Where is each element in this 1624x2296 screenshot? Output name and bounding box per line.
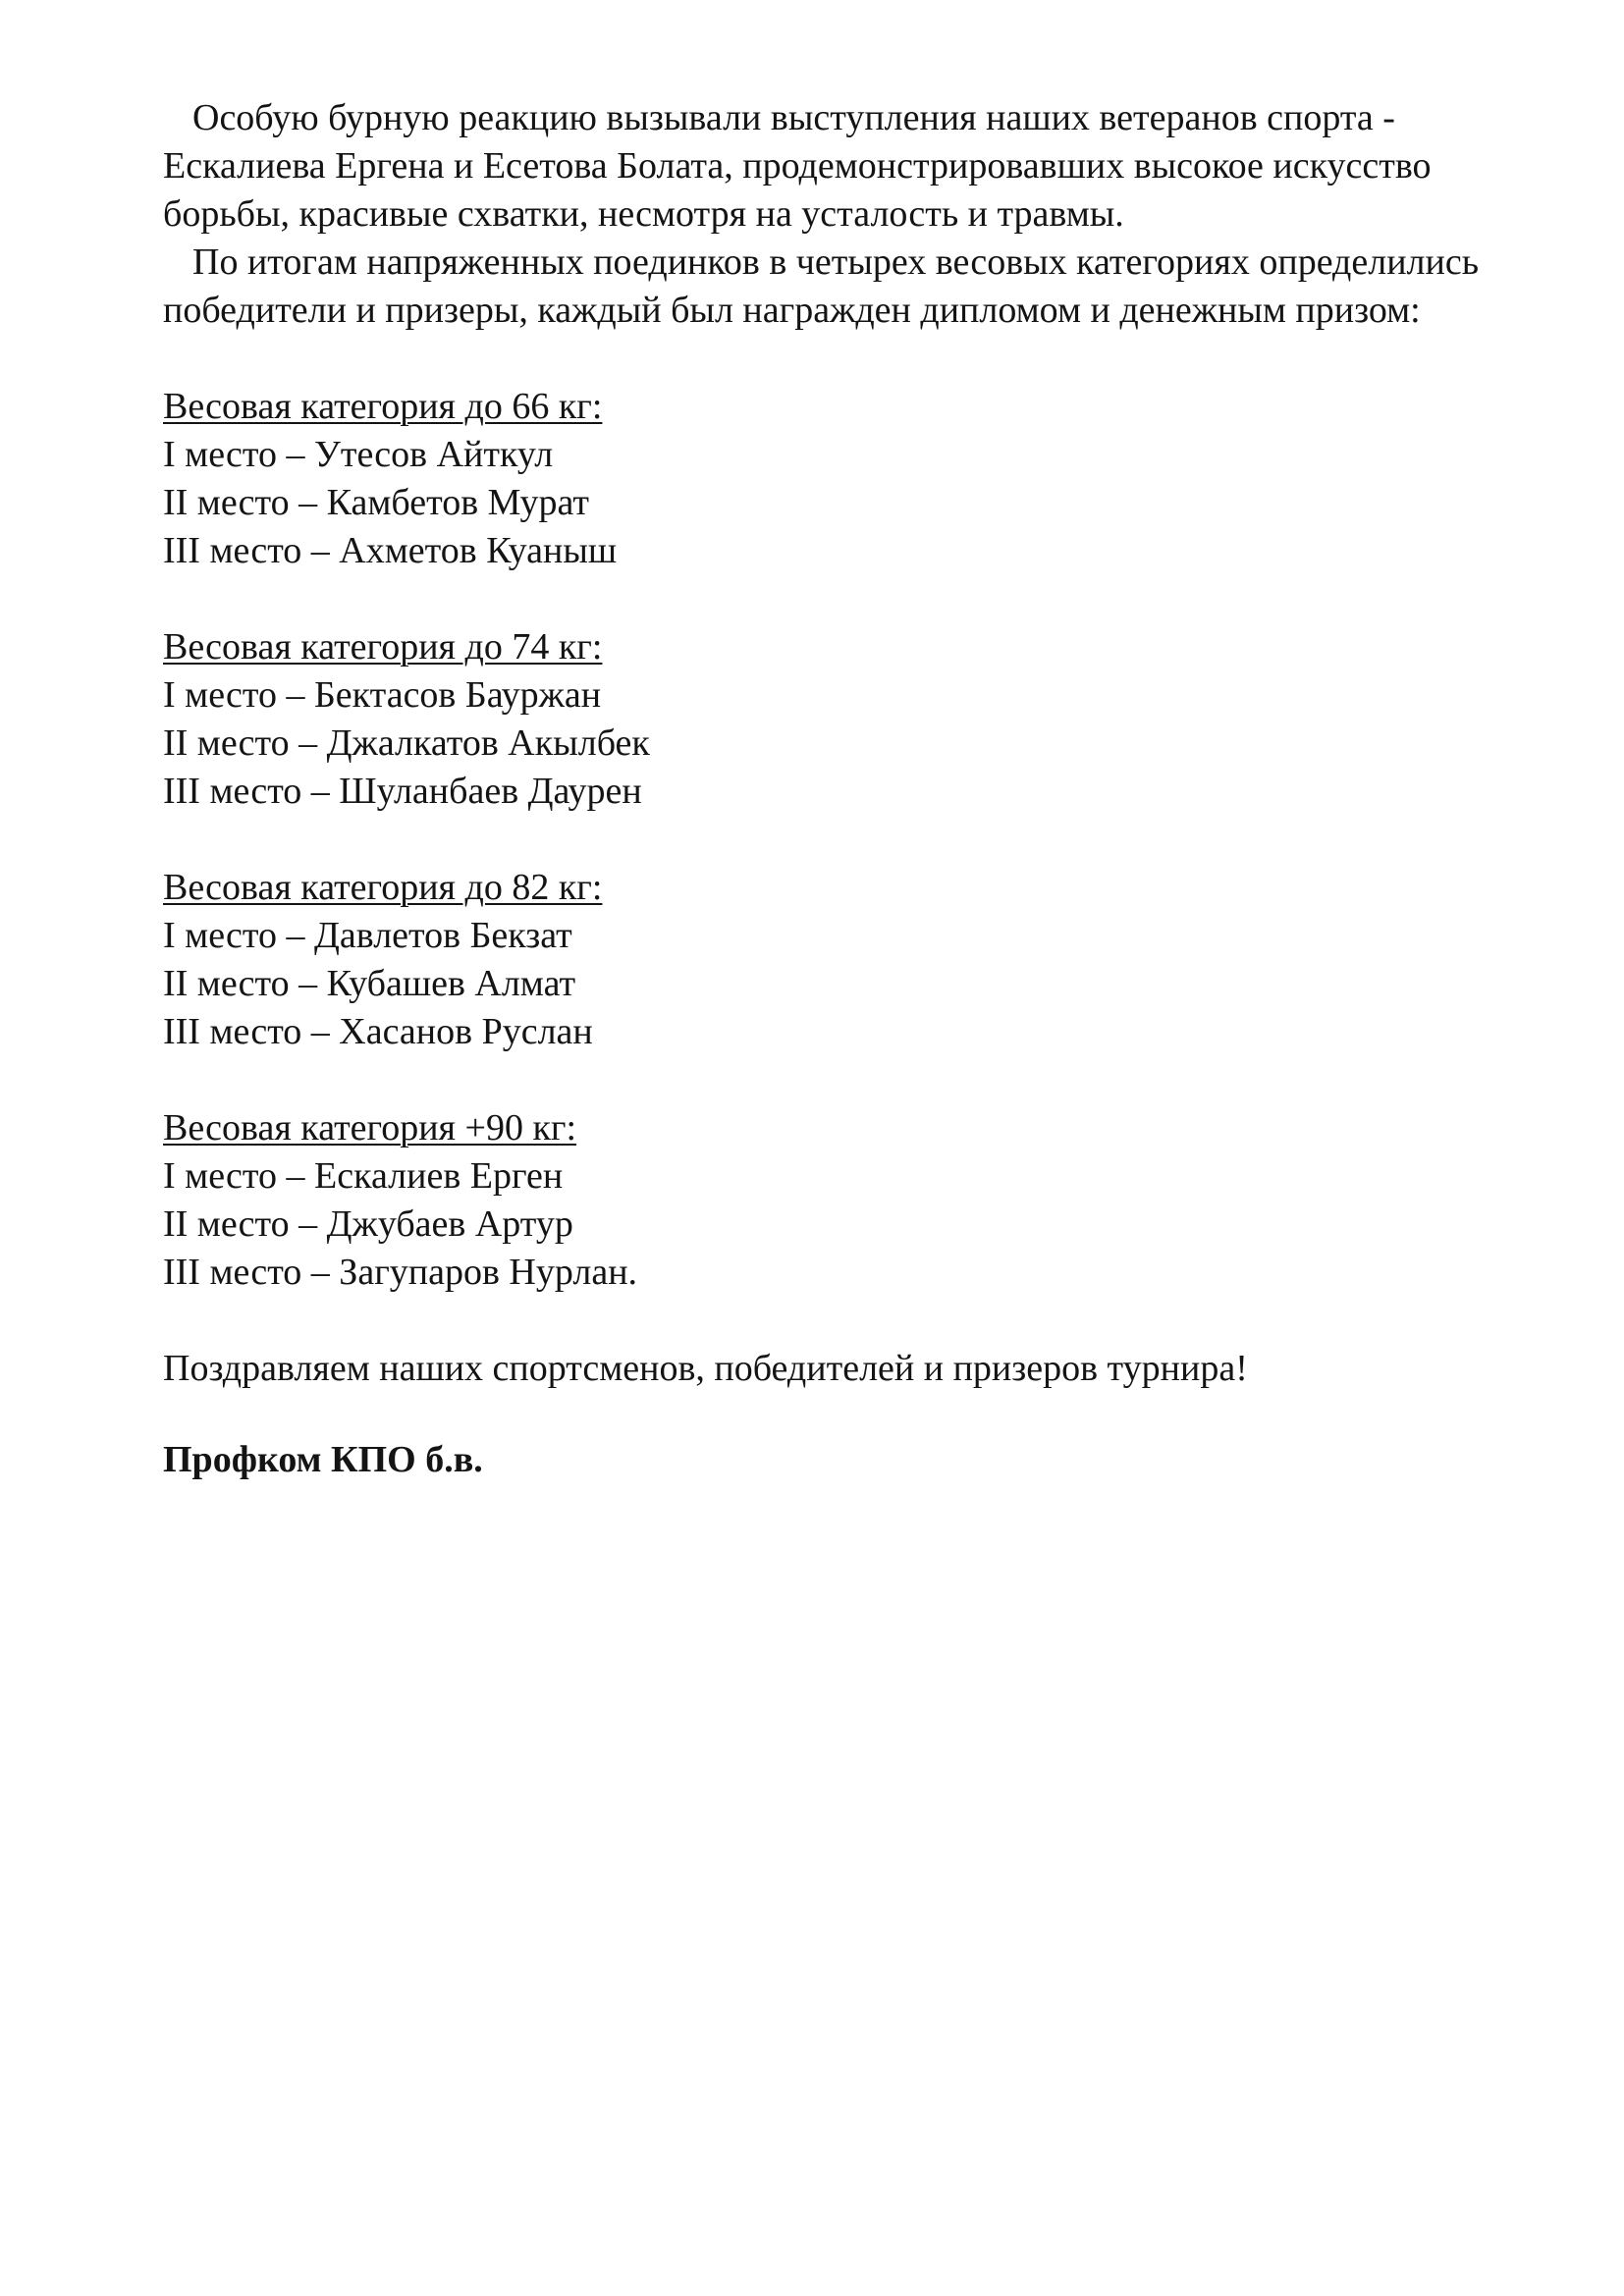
document-body [163, 94, 1498, 1484]
intro-p2-line: победители и призеры, каждый был награжден дипломом и денежным призом: [163, 290, 1421, 331]
place-entry: I место – Ескалиев Ерген [163, 1155, 564, 1197]
place-entry: I место – Утесов Айткул [163, 434, 554, 475]
intro-p1-line: Ескалиева Ергена и Есетова Болата, продемонстрировавших высокое искусство [163, 145, 1432, 187]
signature: Профком КПО б.в. [163, 1439, 483, 1480]
intro-p1-line: Особую бурную реакцию вызывали выступления наших ветеранов спорта - [192, 97, 1395, 138]
category-title: Весовая категория до 66 кг: [163, 386, 603, 427]
intro-paragraph-2 [163, 239, 1498, 335]
category-title: Весовая категория до 82 кг: [163, 867, 603, 908]
category-66kg [163, 383, 1498, 575]
place-entry: III место – Ахметов Куаныш [163, 530, 618, 571]
place-entry: II место – Джалкатов Акылбек [163, 722, 650, 764]
place-entry: I место – Бектасов Бауржан [163, 674, 602, 716]
intro-paragraph-1 [163, 94, 1498, 239]
place-entry: II место – Кубашев Алмат [163, 963, 576, 1004]
congratulations-text: Поздравляем наших спортсменов, победителей и призеров турнира! [163, 1348, 1248, 1389]
place-entry: III место – Шуланбаев Даурен [163, 771, 642, 812]
place-entry: III место – Загупаров Нурлан. [163, 1252, 638, 1293]
intro-p2-line: По итогам напряженных поединков в четырех весовых категориях определились [192, 241, 1480, 283]
category-plus90kg [163, 1104, 1498, 1297]
category-82kg [163, 864, 1498, 1056]
place-entry: II место – Камбетов Мурат [163, 482, 589, 523]
category-74kg [163, 623, 1498, 816]
place-entry: II место – Джубаев Артур [163, 1203, 573, 1245]
category-title: Весовая категория +90 кг: [163, 1107, 577, 1148]
place-entry: III место – Хасанов Руслан [163, 1011, 593, 1052]
intro-p1-line: борьбы, красивые схватки, несмотря на усталость и травмы. [163, 193, 1124, 235]
category-title: Весовая категория до 74 кг: [163, 626, 603, 667]
place-entry: I место – Давлетов Бекзат [163, 915, 572, 956]
